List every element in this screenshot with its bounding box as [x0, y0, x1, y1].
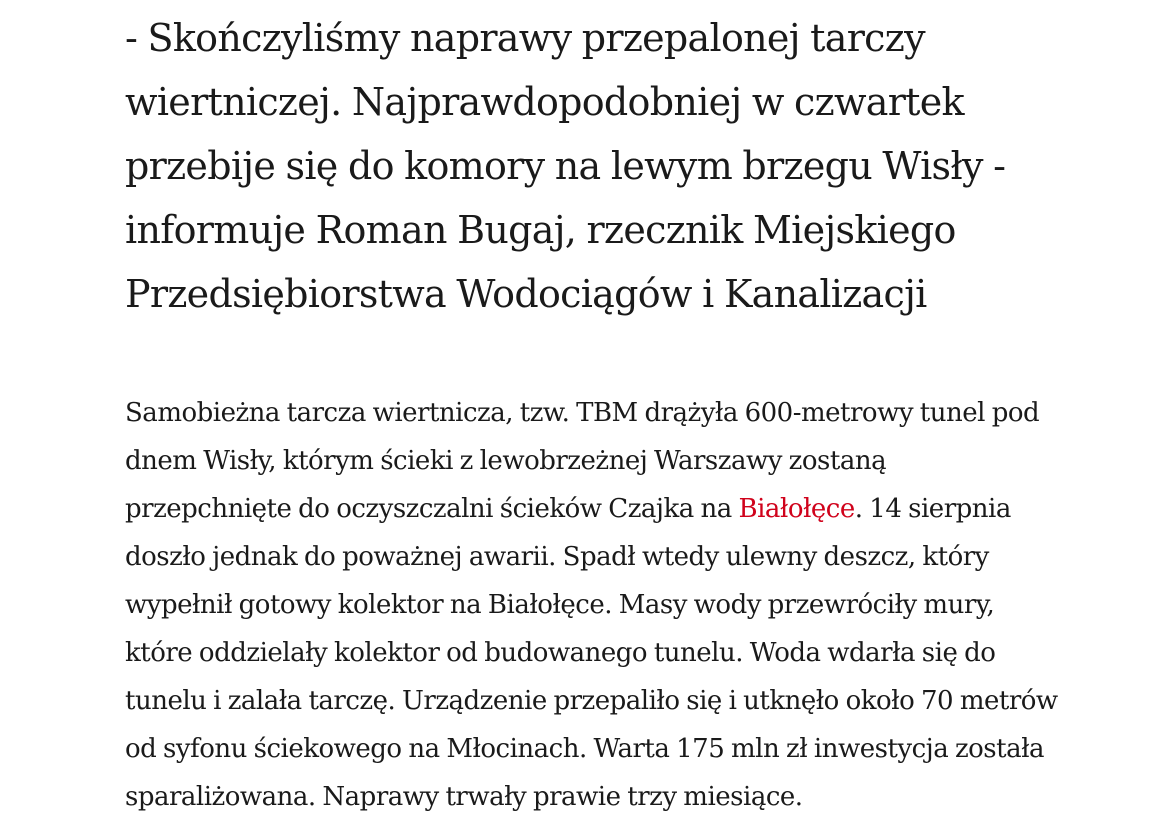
- bialoleka-link[interactable]: Białołęce: [738, 494, 855, 524]
- body-line: wypełnił gotowy kolektor na Białołęce. Masy wody przewróciły mury,: [125, 590, 995, 620]
- body-line: od syfonu ściekowego na Młocinach. Warta 175 mln zł inwestycja została: [125, 734, 1045, 764]
- article-body: [125, 389, 1125, 821]
- body-line: doszło jednak do poważnej awarii. Spadł wtedy ulewny deszcz, który: [125, 542, 989, 572]
- lead-line: - Skończyliśmy naprawy przepalonej tarczy: [125, 16, 925, 60]
- body-line: tunelu i zalała tarczę. Urządzenie przepaliło się i utknęło około 70 metrów: [125, 686, 1058, 716]
- lead-line: wiertniczej. Najprawdopodobniej w czwartek: [125, 80, 964, 124]
- lead-line: przebije się do komory na lewym brzegu Wisły -: [125, 144, 1006, 188]
- article: [125, 6, 1125, 812]
- body-line: sparaliżowana. Naprawy trwały prawie trzy miesiące.: [125, 782, 803, 812]
- body-line: dnem Wisły, którym ścieki z lewobrzeżnej Warszawy zostaną: [125, 446, 887, 476]
- body-line-with-link: [125, 485, 1125, 533]
- body-text-segment: . 14 sierpnia: [854, 494, 1011, 524]
- lead-line: informuje Roman Bugaj, rzecznik Miejskiego: [125, 208, 956, 252]
- lead-line: Przedsiębiorstwa Wodociągów i Kanalizacji: [125, 272, 927, 316]
- body-line: Samobieżna tarcza wiertnicza, tzw. TBM drążyła 600-metrowy tunel pod: [125, 398, 1040, 428]
- body-text-segment: przepchnięte do oczyszczalni ścieków Czajka na: [125, 494, 739, 524]
- article-lead: [125, 6, 1125, 326]
- body-line: które oddzielały kolektor od budowanego tunelu. Woda wdarła się do: [125, 638, 996, 668]
